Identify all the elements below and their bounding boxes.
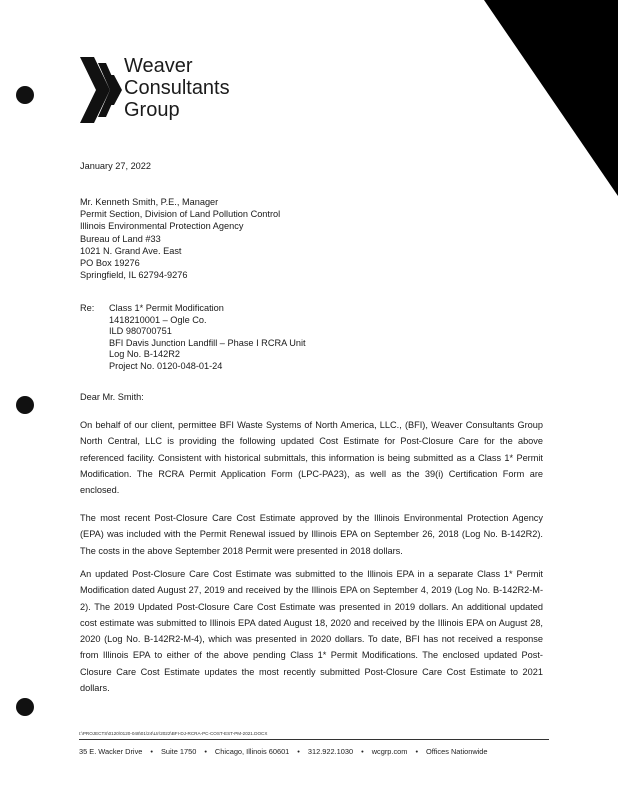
- footer-city: Chicago, Illinois 60601: [214, 747, 290, 756]
- subject-line: Class 1* Permit Modification: [109, 303, 224, 313]
- binder-hole-top: [16, 86, 34, 104]
- body-paragraph: On behalf of our client, permittee BFI Waste Systems of North America, LLC., (BFI), Weaver Consultants Group North Central, LLC is providing the following updated Cost Estimate for Post-Closure Care for the above referenced facility. Consistent with historical submittals, this information is being submitted as a Class 1* Permit Modification. The RCRA Permit Application Form (LPC-PA23), as well as the 39(i) Certification Form are enclosed.: [80, 420, 543, 496]
- subject-line: ILD 980700751: [109, 326, 172, 337]
- letter-date: January 27, 2022: [80, 161, 152, 171]
- company-logo-text: [124, 55, 230, 121]
- salutation: Dear Mr. Smith:: [80, 392, 144, 402]
- footer-offices: Offices Nationwide: [426, 747, 488, 756]
- footer-phone: 312.922.1030: [307, 747, 354, 756]
- footer-contact-line: [79, 747, 488, 756]
- footer-separator: •: [204, 747, 207, 756]
- address-line: PO Box 19276: [80, 257, 140, 268]
- footer-separator: •: [150, 747, 153, 756]
- company-name-line: Weaver: [124, 55, 193, 77]
- body-paragraph: An updated Post-Closure Care Cost Estimate was submitted to the Illinois EPA in a separate Class 1* Permit Modification dated August 27, 2019 and received by the Illinois EPA on September 4, 2019 (Log No. B-142R2-M-2). The 2019 Updated Post-Closure Care Cost Estimate was presented in 2019 dollars. An additional updated cost estimate was submitted to Illinois EPA dated August 18, 2020 and received by the Illinois EPA on August 28, 2020 (Log No. B-142R2-M-4), which was presented in 2020 dollars. To date, BFI has not received a response from Illinois EPA to either of the above pending Class 1* Permit Modifications. The enclosed updated Post-Closure Care Cost Estimate updates the most recently submitted Post-Closure Care Cost Estimate to 2021 dollars.: [80, 569, 543, 694]
- recipient-address: [80, 196, 280, 281]
- subject-line: BFI Davis Junction Landfill – Phase I RCRA Unit: [109, 337, 306, 348]
- address-line: Permit Section, Division of Land Pollution Control: [80, 209, 281, 220]
- address-line: Illinois Environmental Protection Agency: [80, 221, 244, 232]
- subject-line: Project No. 0120-048-01-24: [109, 360, 223, 371]
- footer-separator: •: [297, 747, 300, 756]
- footer-file-path: I:\PROJECTS\0120\0120-048\01\24\Ltr\2022\BFI-DJ-RCRA-PC-COST-EST-PM-2021.DOCX: [79, 731, 268, 736]
- address-line: Mr. Kenneth Smith, P.E., Manager: [80, 197, 219, 207]
- company-name-line: Consultants: [124, 77, 230, 99]
- company-logo-mark: [80, 57, 124, 123]
- address-line: Springfield, IL 62794-9276: [80, 270, 188, 281]
- company-name-line: Group: [124, 99, 180, 121]
- subject-line: 1418210001 – Ogle Co.: [109, 314, 207, 325]
- binder-hole-bottom: [16, 698, 34, 716]
- footer-suite: Suite 1750: [160, 747, 197, 756]
- subject-block: [109, 302, 306, 372]
- footer-separator: •: [415, 747, 419, 756]
- footer-separator: •: [361, 747, 364, 756]
- subject-label: Re:: [80, 303, 95, 313]
- address-line: Bureau of Land #33: [80, 233, 161, 244]
- subject-line: Log No. B-142R2: [109, 349, 180, 360]
- binder-hole-middle: [16, 396, 34, 414]
- body-paragraph: The most recent Post-Closure Care Cost Estimate approved by the Illinois Environmental Protection Agency (EPA) was included with the Permit Renewal issued by Illinois EPA on September 26, 2018 (Log No. B-142R2). The costs in the above September 2018 Permit were presented in 2018 dollars.: [80, 513, 543, 556]
- footer-address: 35 E. Wacker Drive: [79, 747, 143, 756]
- footer-website-link[interactable]: wcgrp.com: [371, 747, 408, 756]
- footer-divider: [79, 739, 549, 740]
- address-line: 1021 N. Grand Ave. East: [80, 245, 182, 256]
